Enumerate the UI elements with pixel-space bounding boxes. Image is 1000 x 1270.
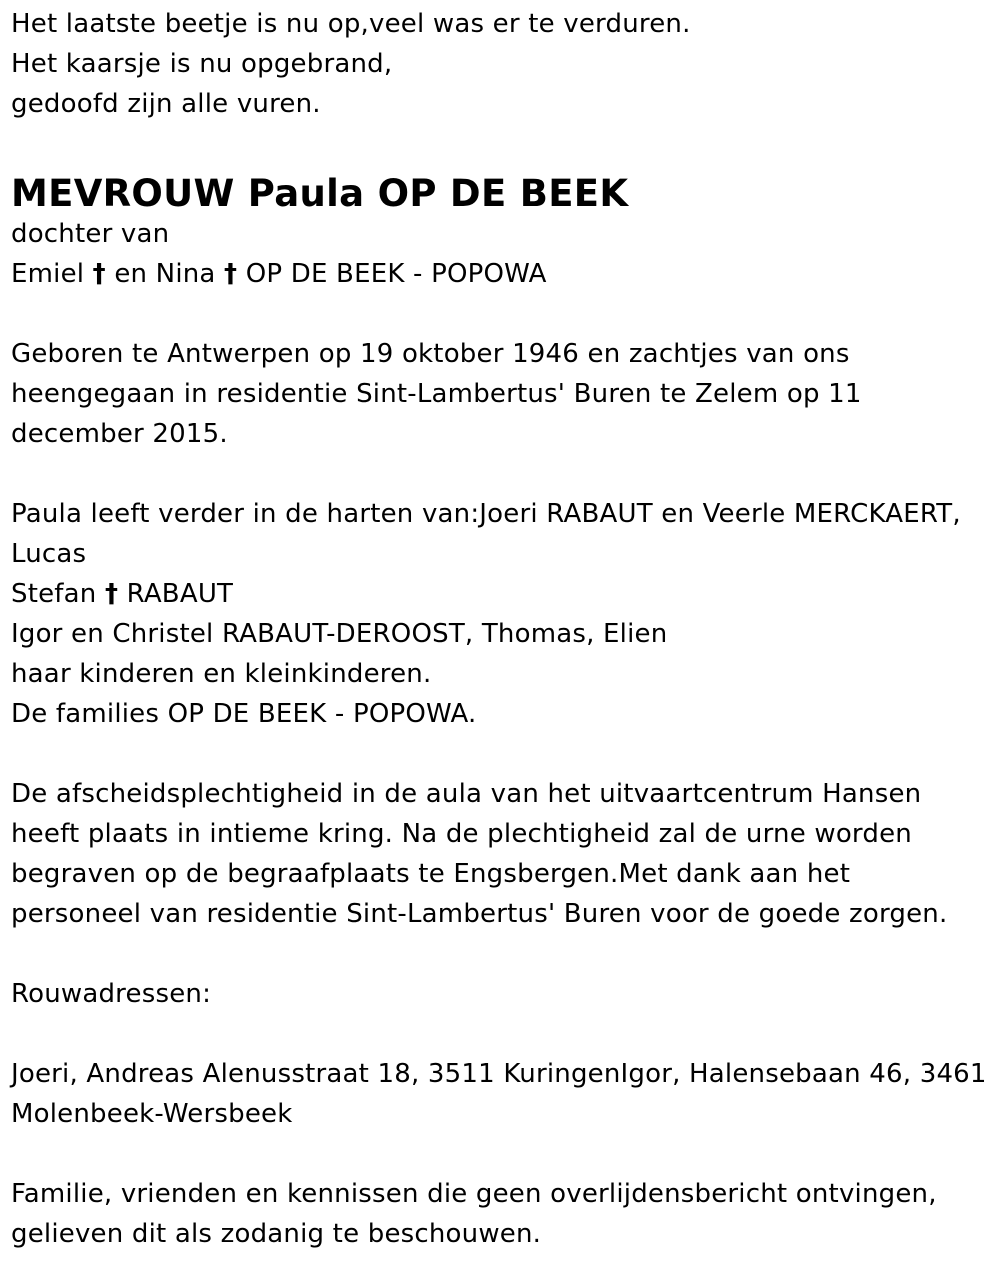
- address-line: Joeri, Andreas Alenusstraat 18, 3511 KuringenIgor, Halensebaan 46, 3461: [11, 1059, 987, 1089]
- parents-section: [11, 214, 991, 294]
- addresses-section: [11, 1054, 991, 1134]
- mother-name: en Nina: [114, 259, 216, 289]
- ceremony-line: De afscheidsplechtigheid in de aula van het uitvaartcentrum Hansen: [11, 779, 922, 809]
- cross-icon: †: [104, 579, 119, 609]
- parents-family-name: OP DE BEEK - POPOWA: [245, 259, 547, 289]
- survivors-line: haar kinderen en kleinkinderen.: [11, 659, 432, 689]
- closing-line: Familie, vrienden en kennissen die geen overlijdensbericht ontvingen,: [11, 1179, 937, 1209]
- survivors-line: Paula leeft verder in de harten van:Joeri RABAUT en Veerle MERCKAERT,: [11, 499, 961, 529]
- birth-death-section: [11, 334, 991, 454]
- ceremony-line: personeel van residentie Sint-Lambertus' Buren voor de goede zorgen.: [11, 899, 948, 929]
- birth-death-line: december 2015.: [11, 419, 228, 449]
- parents-intro: dochter van: [11, 219, 170, 249]
- ceremony-section: [11, 774, 991, 934]
- obituary-document: [11, 4, 991, 1254]
- cross-icon: †: [92, 259, 106, 289]
- address-line: Molenbeek-Wersbeek: [11, 1099, 293, 1129]
- ceremony-line: heeft plaats in intieme kring. Na de plechtigheid zal de urne worden: [11, 819, 912, 849]
- deceased-name-title: MEVROUW Paula OP DE BEEK: [11, 172, 629, 215]
- father-name: Emiel: [11, 259, 85, 289]
- closing-section: [11, 1174, 991, 1254]
- poem-line: Het kaarsje is nu opgebrand,: [11, 49, 393, 79]
- survivors-section: [11, 494, 991, 734]
- cross-icon: †: [224, 259, 238, 289]
- closing-line: gelieven dit als zodanig te beschouwen.: [11, 1219, 542, 1249]
- survivors-line: [11, 574, 991, 614]
- birth-death-line: Geboren te Antwerpen op 19 oktober 1946 en zachtjes van ons: [11, 339, 850, 369]
- poem-line: Het laatste beetje is nu op,veel was er te verduren.: [11, 9, 691, 39]
- poem: [11, 4, 991, 124]
- survivors-line: De families OP DE BEEK - POPOWA.: [11, 699, 477, 729]
- birth-death-line: heengegaan in residentie Sint-Lambertus' Buren te Zelem op 11: [11, 379, 862, 409]
- parents-line: [11, 254, 991, 294]
- addresses-heading: Rouwadressen:: [11, 979, 212, 1009]
- stefan-last-name: RABAUT: [126, 579, 234, 609]
- stefan-first-name: Stefan: [11, 579, 97, 609]
- survivors-line: Igor en Christel RABAUT-DEROOST, Thomas, Elien: [11, 619, 668, 649]
- poem-line: gedoofd zijn alle vuren.: [11, 89, 321, 119]
- survivors-line: Lucas: [11, 539, 87, 569]
- ceremony-line: begraven op de begraafplaats te Engsbergen.Met dank aan het: [11, 859, 851, 889]
